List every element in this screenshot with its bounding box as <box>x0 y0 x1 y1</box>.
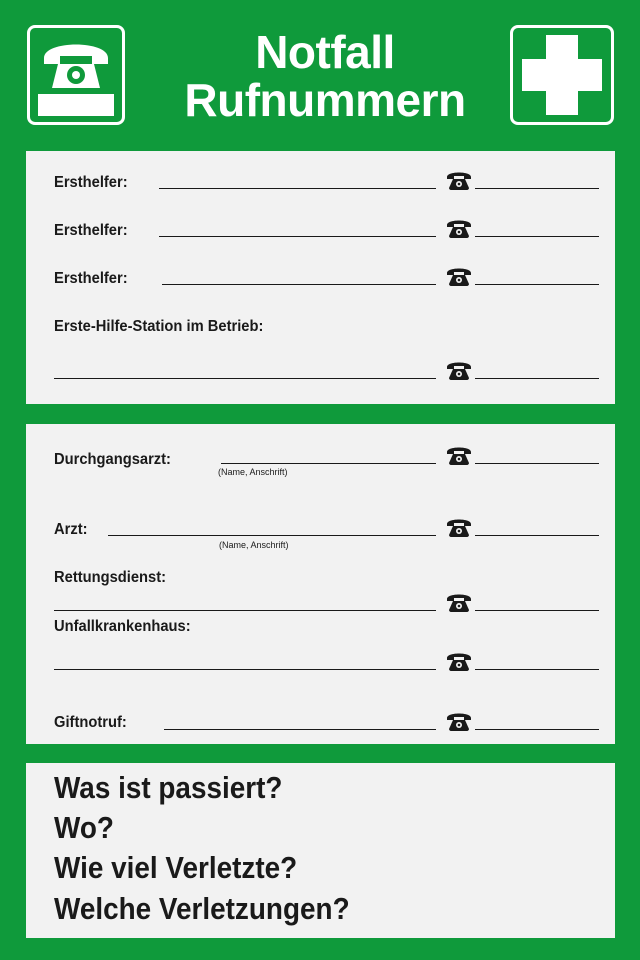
telephone-icon <box>445 591 473 613</box>
first-aid-cross-icon <box>513 28 611 122</box>
rettungsdienst-label: Rettungsdienst: <box>54 569 167 586</box>
telephone-icon <box>445 265 473 287</box>
rettungsdienst-phone-line[interactable] <box>475 610 599 611</box>
question-which-injuries: Welche Verletzungen? <box>54 891 350 926</box>
telephone-icon-box <box>27 25 125 125</box>
rettungsdienst-name-line[interactable] <box>54 610 436 611</box>
telephone-icon <box>445 217 473 239</box>
telephone-icon <box>445 710 473 732</box>
station-label: Erste-Hilfe-Station im Betrieb: <box>54 318 264 335</box>
ersthelfer-label-2: Ersthelfer: <box>54 222 128 239</box>
first-aid-cross-icon-box <box>510 25 614 125</box>
telephone-icon <box>445 359 473 381</box>
arzt-hint: (Name, Anschrift) <box>219 540 289 550</box>
sign-title <box>150 28 500 124</box>
giftnotruf-label: Giftnotruf: <box>54 714 127 731</box>
telephone-icon <box>445 516 473 538</box>
question-how-many-injured: Wie viel Verletzte? <box>54 850 298 885</box>
telephone-icon <box>445 169 473 191</box>
arzt-name-line[interactable] <box>108 535 436 536</box>
ersthelfer-label-3: Ersthelfer: <box>54 270 128 287</box>
questions-panel <box>26 763 615 938</box>
ersthelfer-label-1: Ersthelfer: <box>54 174 128 191</box>
ersthelfer-phone-line-3[interactable] <box>475 284 599 285</box>
title-line-2: Rufnummern <box>184 74 466 126</box>
question-what-happened: Was ist passiert? <box>54 770 283 805</box>
medical-contacts-panel <box>26 424 615 744</box>
ersthelfer-name-line-2[interactable] <box>159 236 436 237</box>
durchgangsarzt-hint: (Name, Anschrift) <box>218 467 288 477</box>
ersthelfer-phone-line-1[interactable] <box>475 188 599 189</box>
ersthelfer-name-line-3[interactable] <box>162 284 436 285</box>
giftnotruf-phone-line[interactable] <box>475 729 599 730</box>
ersthelfer-name-line-1[interactable] <box>159 188 436 189</box>
first-aiders-panel <box>26 151 615 404</box>
durchgangsarzt-name-line[interactable] <box>221 463 436 464</box>
telephone-icon <box>445 444 473 466</box>
durchgangsarzt-phone-line[interactable] <box>475 463 599 464</box>
durchgangsarzt-label: Durchgangsarzt: <box>54 451 171 468</box>
title-line-1: Notfall <box>255 26 395 78</box>
ersthelfer-phone-line-2[interactable] <box>475 236 599 237</box>
station-name-line[interactable] <box>54 378 436 379</box>
unfallkrankenhaus-name-line[interactable] <box>54 669 436 670</box>
telephone-icon <box>445 650 473 672</box>
giftnotruf-name-line[interactable] <box>164 729 436 730</box>
arzt-phone-line[interactable] <box>475 535 599 536</box>
station-phone-line[interactable] <box>475 378 599 379</box>
telephone-icon <box>30 28 122 122</box>
unfallkrankenhaus-phone-line[interactable] <box>475 669 599 670</box>
unfallkrankenhaus-label: Unfallkrankenhaus: <box>54 618 191 635</box>
arzt-label: Arzt: <box>54 521 88 538</box>
question-where: Wo? <box>54 810 114 845</box>
